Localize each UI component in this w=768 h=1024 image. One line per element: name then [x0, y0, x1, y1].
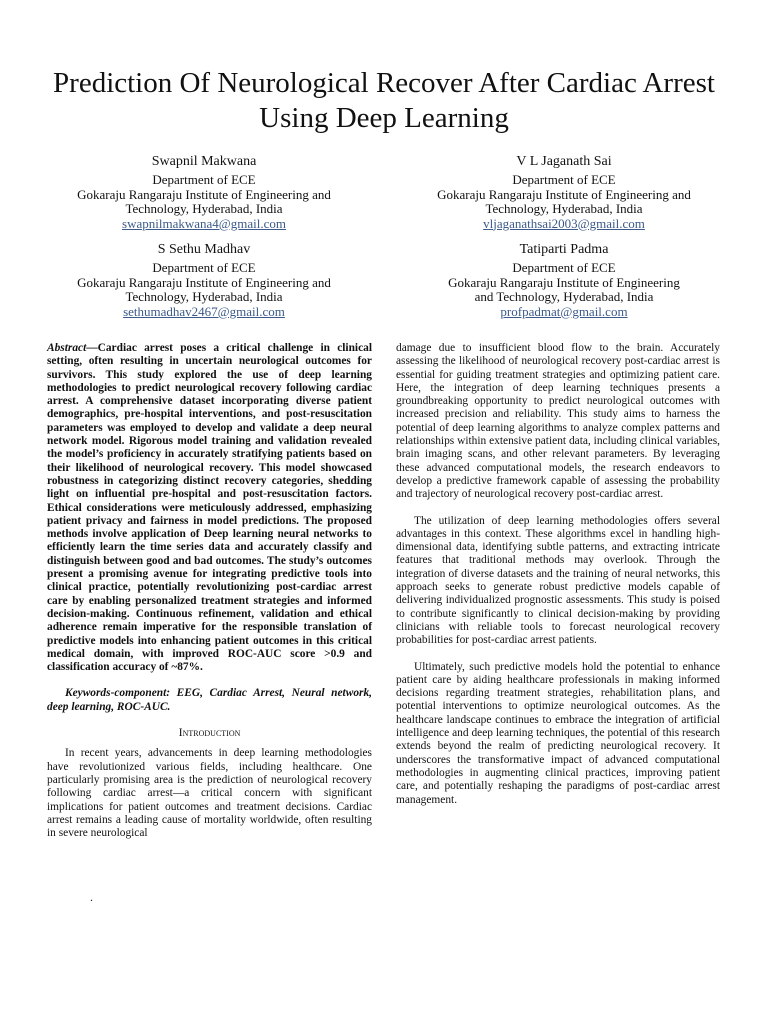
abstract-dash: — [86, 342, 98, 354]
author-name: V L Jaganath Sai [516, 154, 612, 169]
abstract [47, 342, 372, 674]
author-affiliation: Gokaraju Rangaraju Institute of Engineering and [437, 186, 691, 202]
author-email-link[interactable]: sethumadhav2467@gmail.com [123, 303, 285, 319]
author-department: Department of ECE [152, 260, 256, 275]
author-block-1 [54, 153, 354, 231]
intro-paragraph: In recent years, advancements in deep learning methodologies have revolutionized various fields, including healthcare. One particularly promising area is the prediction of neurological recovery following cardiac arrest—a critical concern with significant implications for patient outcomes and treatment decisions. Cardiac arrest remains a leading cause of mortality worldwide, often resulting in severe neurological [47, 747, 372, 840]
left-column [47, 342, 372, 840]
right-column [396, 342, 720, 807]
author-affiliation: Technology, Hyderabad, India [125, 201, 283, 216]
author-affiliation: Technology, Hyderabad, India [125, 289, 283, 304]
author-block-3 [54, 241, 354, 319]
keywords: Keywords-component: EEG, Cardiac Arrest, Neural network, deep learning, ROC-AUC. [47, 687, 372, 713]
author-department: Department of ECE [512, 260, 616, 275]
author-email-link[interactable]: vljaganathsai2003@gmail.com [483, 215, 645, 231]
author-block-4 [414, 241, 714, 319]
author-email-link[interactable]: profpadmat@gmail.com [500, 303, 628, 319]
author-affiliation: Technology, Hyderabad, India [485, 201, 643, 216]
section-heading-introduction: Introduction [178, 725, 241, 740]
author-department: Department of ECE [152, 172, 256, 187]
abstract-label: Abstract [47, 342, 87, 354]
author-name: S Sethu Madhav [157, 242, 251, 257]
author-name: Swapnil Makwana [151, 154, 257, 169]
author-affiliation: Gokaraju Rangaraju Institute of Engineering and [77, 186, 331, 202]
author-affiliation: and Technology, Hyderabad, India [474, 289, 654, 304]
body-paragraph: Ultimately, such predictive models hold the potential to enhance patient care by aiding healthcare professionals in making informed decisions regarding treatment strategies, rehabilitation plans, and potential interventions to optimize neurological outcomes. As the healthcare landscape continues to embrace the integration of artificial intelligence and deep learning techniques, the potential of this research extends beyond the realm of predicting neurological recovery. It underscores the transformative impact of advanced computational methodologies in augmenting clinical practices, improving patient care, and potentially reshaping the paradigms of post-cardiac arrest management. [396, 660, 720, 806]
abstract-text: Cardiac arrest poses a critical challenge in clinical setting, often resulting in uncertain neurological outcomes for survivors. This study explored the use of deep learning methodologies to predict neurological recovery following cardiac arrest. A comprehensive dataset incorporating diverse patient demographics, pre-hospital interventions, and post-resuscitation parameters was employed to develop and validate a deep neural network model. Rigorous model training and validation revealed the model’s proficiency in accurately stratifying patients based on their likelihood of neurological recovery. This model showcased robustness in categorizing distinct recovery categories, shedding light on influential pre-hospital and post-resuscitation factors. Ethical considerations were meticulously addressed, emphasizing patient privacy and fairness in model predictions. The proposed methods involve application of Deep learning neural networks to efficiently learn the time series data and accurately classify and distinguish between good and bad outcomes. The study’s outcomes present a promising avenue for integrating predictive tools into clinical practice, potentially revolutionizing post-cardiac arrest care by enabling personalized treatment strategies and informed decision-making. Continuous refinement, validation and ethical adherence remain imperative for the responsible translation of predictive models into enhancing patient outcomes in this critical medical domain, with improved ROC-AUC score >0.9 and classification accuracy of ~87%. [47, 342, 372, 674]
author-block-2 [414, 153, 714, 231]
body-paragraph: damage due to insufficient blood flow to the brain. Accurately assessing the likelihood of neurological recovery post-cardiac arrest is essential for guiding treatment strategies and optimizing patient care. Here, the integration of deep learning techniques presents a groundbreaking opportunity to predict neurological outcomes with increased precision and reliability. This study aims to harness the potential of deep learning algorithms to analyze complex patterns and relationships within extensive patient data, including clinical variables, brain imaging scans, and other relevant parameters. By leveraging these advanced computational models, the research endeavors to develop a predictive framework capable of assessing the probability and trajectory of neurological recovery post-cardiac arrest. [396, 342, 720, 501]
author-name: Tatiparti Padma [519, 242, 609, 257]
author-affiliation: Gokaraju Rangaraju Institute of Engineering and [77, 274, 331, 290]
author-email-link[interactable]: swapnilmakwana4@gmail.com [122, 215, 286, 231]
author-department: Department of ECE [512, 172, 616, 187]
paper-title: Prediction Of Neurological Recover After Cardiac Arrest Using Deep Learning [53, 67, 715, 134]
body-paragraph: The utilization of deep learning methodologies offers several advantages in this context. These algorithms excel in handling high-dimensional data, identifying subtle patterns, and extracting intricate features that traditional methods may overlook. Through the integration of diverse datasets and the training of neural networks, this approach seeks to generate robust predictive models capable of delivering individualized prognostic assessments. This study is poised to contribute significantly to clinical decision-making by providing clinicians with reliable tools to forecast neurological recovery probabilities for post-cardiac arrest patients. [396, 514, 720, 647]
stray-mark: . [90, 890, 93, 904]
author-affiliation: Gokaraju Rangaraju Institute of Engineering [448, 274, 680, 290]
